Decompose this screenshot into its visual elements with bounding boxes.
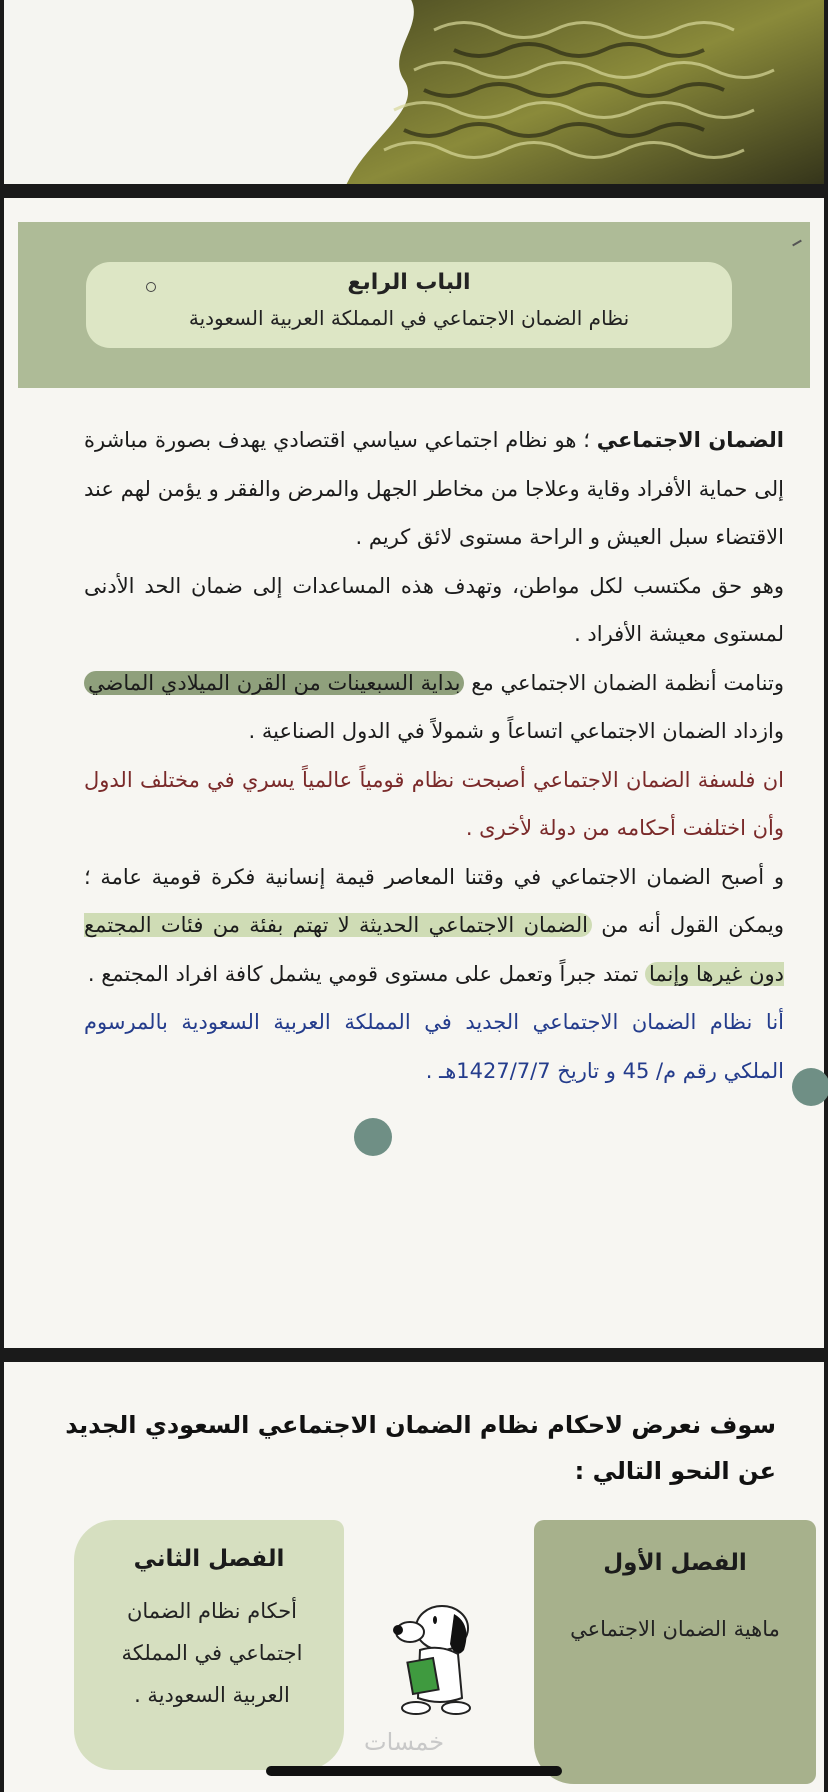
decorative-dot xyxy=(792,1068,828,1106)
slide-chapters-overview xyxy=(4,1362,824,1792)
card-title: الفصل الأول xyxy=(603,1550,747,1576)
paragraph-text: ؛ هو نظام اجتماعي سياسي اقتصادي يهدف بصورة مباشرة إلى حماية الأفراد وقاية وعلاجا من مخاطر الجهل والمرض والفقر و يؤمن لهم عند الاقتضاء سبل العيش و الراحة مستوى لائق كريم . xyxy=(84,428,784,549)
slide-chapter-four xyxy=(4,198,824,1348)
snoopy-reading-icon xyxy=(380,1590,490,1720)
card-title: الفصل الثاني xyxy=(133,1546,285,1572)
term-lead: الضمان الاجتماعي xyxy=(596,428,785,452)
card-body: ماهية الضمان الاجتماعي xyxy=(570,1617,780,1641)
decorative-dot xyxy=(354,1118,392,1156)
chapter-two-card xyxy=(74,1520,344,1770)
body-text xyxy=(84,416,784,1095)
paragraph-modern xyxy=(84,853,784,999)
paragraph-text: وتنامت أنظمة الضمان الاجتماعي مع xyxy=(464,670,784,695)
intro-heading: سوف نعرض لاحكام نظام الضمان الاجتماعي السعودي الجديد عن النحو التالي : xyxy=(65,1411,776,1485)
title-box xyxy=(86,262,732,348)
paragraph-definition xyxy=(84,416,784,562)
highlighted-text: الضمان الاجتماعي الحديثة لا تهتم بفئة من فئات المجتمع دون غيرها وإنما xyxy=(84,913,784,986)
home-indicator[interactable] xyxy=(266,1766,562,1776)
highlighted-text: بداية السبعينات من القرن الميلادي الماضي xyxy=(84,671,464,695)
paragraph-history xyxy=(84,659,784,756)
chapter-subtitle: نظام الضمان الاجتماعي في المملكة العربية السعودية xyxy=(188,306,630,330)
paragraph-decree xyxy=(84,998,784,1095)
paragraph-text: و أصبح الضمان الاجتماعي في وقتنا المعاصر قيمة إنسانية فكرة قومية عامة ؛ ويمكن القول أنه من xyxy=(84,864,784,937)
watermark: خمسات xyxy=(364,1728,445,1756)
paragraph-text: ان فلسفة الضمان الاجتماعي أصبحت نظام قومياً عالمياً يسري في مختلف الدول وأن اختلفت أحكامه من دولة لأخرى . xyxy=(84,767,784,840)
chapter-one-card xyxy=(534,1520,816,1784)
paragraph-right xyxy=(84,562,784,659)
slide-top-image xyxy=(4,0,824,184)
paragraph-text: تمتد جبراً وتعمل على مستوى قومي يشمل كافة افراد المجتمع . xyxy=(87,961,645,986)
water-reflection-image xyxy=(344,0,824,184)
chapter-title: الباب الرابع xyxy=(347,270,471,295)
paragraph-text: وهو حق مكتسب لكل مواطن، وتهدف هذه المساعدات إلى ضمان الحد الأدنى لمستوى معيشة الأفراد . xyxy=(84,573,784,646)
paragraph-text: وازداد الضمان الاجتماعي اتساعاً و شمولاً في الدول الصناعية . xyxy=(248,719,784,743)
paragraph-text: أنا نظام الضمان الاجتماعي الجديد في المملكة العربية السعودية بالمرسوم الملكي رقم م/ 45 و تاريخ 1427/7/7هـ . xyxy=(84,1010,784,1083)
card-body: أحكام نظام الضمان اجتماعي في المملكة العربية السعودية . xyxy=(121,1599,303,1707)
paragraph-philosophy xyxy=(84,756,784,853)
